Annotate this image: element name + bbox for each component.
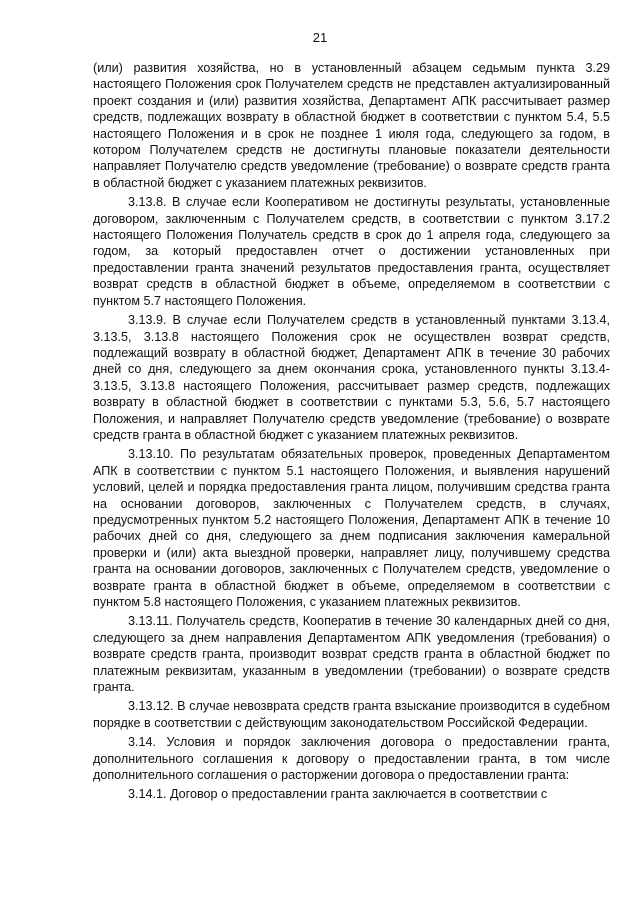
paragraph-3-14: 3.14. Условия и порядок заключения договора о предоставлении гранта, дополнительного соглашения к договору о предоставлении гранта, в том числе дополнительного соглашения о расторжении договора о предоставлении гранта:: [93, 735, 610, 783]
paragraph-3-13-9: 3.13.9. В случае если Получателем средств в установленный пунктами 3.13.4, 3.13.5, 3.13.8 настоящего Положения срок не осуществлен возврат средств, подлежащий возврату в областной бюджет, Департамент АПК в течение 30 рабочих дней со дня, следующего за днем окончания срока, установленного пункты 3.13.4-3.13.5, 3.13.8 настоящего Положения, рассчитывает размер средств, подлежащих возврату в областной бюджет в соответствии с пунктами 5.3, 5.6, 5.7 настоящего Положения, и направляет Получателю средств уведомление (требование) о возврате средств гранта в областной бюджет с указанием платежных реквизитов.: [93, 313, 610, 442]
page-number: 21: [312, 30, 328, 45]
paragraph-3-13-12: 3.13.12. В случае невозврата средств гранта взыскание производится в судебном порядке в соответствии с действующим законодательством Российской Федерации.: [93, 699, 610, 730]
paragraph-3-13-8: 3.13.8. В случае если Кооперативом не достигнуты результаты, установленные договором, заключенным с Получателем средств, в соответствии с пунктом 3.17.2 настоящего Положения Получатель средств в срок до 1 апреля года, следующего за годом, за который предоставлен отчет о достижении установленных при предоставлении гранта значений результатов предоставления гранта, осуществляет возврат средств в областной бюджет в объеме, определяемом в соответствии с пунктом 5.7 настоящего Положения.: [93, 195, 610, 308]
paragraph-3-13-10: 3.13.10. По результатам обязательных проверок, проведенных Департаментом АПК в соответствии с пунктом 5.1 настоящего Положения, и выявления нарушений условий, целей и порядка предоставления гранта лицом, получившим средства гранта на основании договоров, заключенных с Получателем средств, в случаях, предусмотренных пунктом 5.2 настоящего Положения, Департамент АПК в течение 10 рабочих дней со дня, следующего за днем подписания заключения камеральной проверки и (или) акта выездной проверки, направляет лицу, получившему средства гранта на основании договоров, заключенных с Получателем средств, уведомление о возврате гранта в областной бюджет в объеме, определяемом в соответствии с пунктом 5.8 настоящего Положения, с указанием платежных реквизитов.: [93, 447, 610, 609]
paragraph-3-13-11: 3.13.11. Получатель средств, Кооператив в течение 30 календарных дней со дня, следующего за днем направления Департаментом АПК уведомления (требования) о возврате средств гранта, производит возврат средств гранта в областной бюджет по платежным реквизитам, указанным в уведомлении (требовании) о возврате средств гранта.: [93, 614, 610, 695]
document-body: [93, 60, 610, 806]
paragraph-continuation: (или) развития хозяйства, но в установленный абзацем седьмым пункта 3.29 настоящего Положения срок Получателем средств не представлен актуализированный проект создания и (или) развития хозяйства, Департамент АПК рассчитывает размер средств, подлежащих возврату в областной бюджет в соответствии с пунктом 5.4, 5.5 настоящего Положения и в срок не позднее 1 июля года, следующего за годом, в котором Получателем средств не достигнуты плановые показатели деятельности направляет Получателю средств уведомление (требование) о возврате средств гранта в областной бюджет с указанием платежных реквизитов.: [93, 61, 610, 190]
paragraph-3-14-1: 3.14.1. Договор о предоставлении гранта заключается в соответствии с: [128, 787, 548, 802]
